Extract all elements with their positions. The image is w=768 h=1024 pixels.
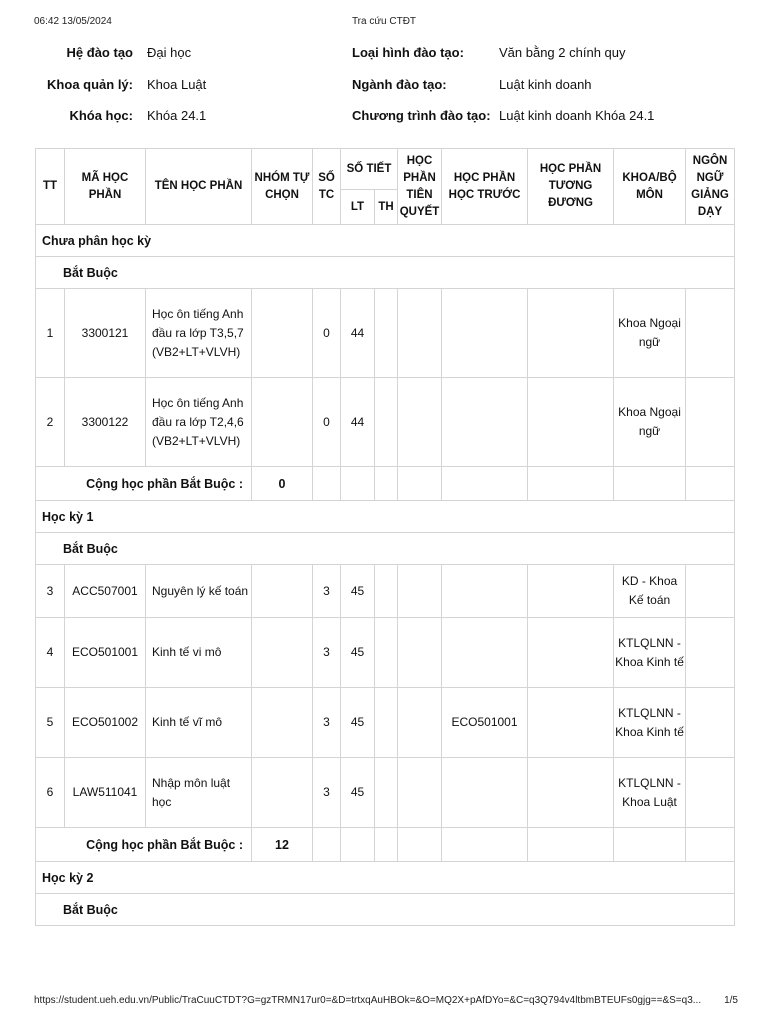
cell-so-tc: 3 (313, 565, 341, 618)
total-empty-cell (341, 467, 375, 501)
cell-nhom (252, 688, 313, 758)
cell-ngon-ngu (686, 565, 735, 618)
print-page-number: 1/5 (724, 995, 738, 1006)
cell-hoc-truoc (442, 378, 528, 467)
cell-ten: Kinh tế vi mô (146, 618, 252, 688)
khoa-quan-ly-label: Khoa quản lý: (47, 76, 133, 92)
cell-lt: 45 (341, 688, 375, 758)
total-empty-cell (614, 467, 686, 501)
cell-tuong-duong (528, 618, 614, 688)
section-row (36, 862, 735, 894)
cell-so-tc: 3 (313, 758, 341, 828)
col-header-hoc-truoc: HỌC PHẦN HỌC TRƯỚC (442, 149, 528, 225)
header-row (36, 149, 735, 190)
total-empty-cell (442, 467, 528, 501)
table-row (36, 289, 735, 378)
cell-ten: Học ôn tiếng Anh đầu ra lớp T3,5,7 (VB2+LT+VLVH) (146, 289, 252, 378)
total-row (36, 828, 735, 862)
info-row-1 (0, 45, 768, 77)
total-empty-cell (442, 828, 528, 862)
cell-ma: ECO501001 (65, 618, 146, 688)
print-url: https://student.ueh.edu.vn/Public/TraCuuCTDT?G=gzTRMN17ur0=&D=trtxqAuHBOk=&O=MQ2X+pAfDYo=&C=q3Q794v4ltbmBTEUFs0gjg==&S=q3... (34, 995, 702, 1006)
total-empty-cell (398, 828, 442, 862)
section-title: Chưa phân học kỳ (36, 225, 735, 257)
cell-tuong-duong (528, 378, 614, 467)
cell-hoc-truoc (442, 758, 528, 828)
khoa-hoc-label: Khóa học: (69, 108, 133, 123)
cell-th (375, 565, 398, 618)
cell-tuong-duong (528, 289, 614, 378)
cell-hoc-truoc (442, 565, 528, 618)
cell-th (375, 289, 398, 378)
cell-ngon-ngu (686, 618, 735, 688)
total-label: Cộng học phần Bắt Buộc : (36, 828, 252, 862)
col-header-so-tc: SỐ TC (313, 149, 341, 225)
cell-ngon-ngu (686, 289, 735, 378)
group-title: Bắt Buộc (36, 894, 735, 926)
cell-hoc-truoc: ECO501001 (442, 688, 528, 758)
total-empty-cell (375, 828, 398, 862)
cell-ten: Kinh tế vĩ mô (146, 688, 252, 758)
he-dao-tao-value: Đại học (147, 45, 192, 60)
group-row (36, 533, 735, 565)
chuong-trinh-value: Luật kinh doanh Khóa 24.1 (499, 108, 655, 123)
col-header-th: TH (375, 190, 398, 225)
cell-tt: 2 (36, 378, 65, 467)
total-empty-cell (686, 467, 735, 501)
section-row (36, 501, 735, 533)
cell-khoa: Khoa Ngoại ngữ (614, 378, 686, 467)
cell-ma: 3300122 (65, 378, 146, 467)
cell-lt: 45 (341, 618, 375, 688)
loai-hinh-value: Văn bằng 2 chính quy (499, 45, 626, 60)
table-body (36, 225, 735, 926)
info-row-3 (0, 108, 768, 140)
cell-th (375, 688, 398, 758)
group-title: Bắt Buộc (36, 257, 735, 289)
cell-tuong-duong (528, 565, 614, 618)
cell-ngon-ngu (686, 378, 735, 467)
cell-ma: ACC507001 (65, 565, 146, 618)
total-empty-cell (528, 467, 614, 501)
cell-nhom (252, 289, 313, 378)
cell-ma: ECO501002 (65, 688, 146, 758)
cell-tien-quyet (398, 758, 442, 828)
chuong-trinh-label: Chương trình đào tạo: (352, 108, 491, 123)
cell-khoa: Khoa Ngoại ngữ (614, 289, 686, 378)
cell-tien-quyet (398, 618, 442, 688)
cell-so-tc: 0 (313, 289, 341, 378)
cell-tt: 1 (36, 289, 65, 378)
col-header-ma: MÃ HỌC PHẦN (65, 149, 146, 225)
table-row (36, 758, 735, 828)
cell-nhom (252, 565, 313, 618)
cell-ma: 3300121 (65, 289, 146, 378)
table-row (36, 565, 735, 618)
cell-lt: 45 (341, 758, 375, 828)
cell-hoc-truoc (442, 289, 528, 378)
col-header-tuong-duong: HỌC PHẦN TƯƠNG ĐƯƠNG (528, 149, 614, 225)
cell-tt: 3 (36, 565, 65, 618)
curriculum-table (35, 148, 735, 926)
total-empty-cell (686, 828, 735, 862)
cell-th (375, 758, 398, 828)
total-empty-cell (614, 828, 686, 862)
total-empty-cell (398, 467, 442, 501)
cell-ten: Nhập môn luật học (146, 758, 252, 828)
cell-so-tc: 3 (313, 618, 341, 688)
cell-ma: LAW511041 (65, 758, 146, 828)
cell-lt: 44 (341, 378, 375, 467)
col-header-so-tiet: SỐ TIẾT (341, 149, 398, 190)
total-empty-cell (341, 828, 375, 862)
cell-tt: 6 (36, 758, 65, 828)
section-title: Học kỳ 2 (36, 862, 735, 894)
col-header-lt: LT (341, 190, 375, 225)
loai-hinh-label: Loại hình đào tạo: (352, 45, 464, 60)
cell-ngon-ngu (686, 758, 735, 828)
total-empty-cell (375, 467, 398, 501)
section-row (36, 225, 735, 257)
cell-tien-quyet (398, 565, 442, 618)
col-header-tien-quyet: HỌC PHẦN TIÊN QUYẾT (398, 149, 442, 225)
print-title: Tra cứu CTĐT (351, 16, 417, 27)
cell-tt: 5 (36, 688, 65, 758)
total-value: 0 (252, 467, 313, 501)
cell-tuong-duong (528, 758, 614, 828)
info-row-2 (0, 77, 768, 109)
total-row (36, 467, 735, 501)
khoa-hoc-value: Khóa 24.1 (147, 108, 207, 123)
total-empty-cell (313, 828, 341, 862)
total-empty-cell (313, 467, 341, 501)
cell-nhom (252, 618, 313, 688)
total-value: 12 (252, 828, 313, 862)
program-info (0, 45, 768, 140)
cell-so-tc: 0 (313, 378, 341, 467)
cell-tien-quyet (398, 289, 442, 378)
col-header-khoa: KHOA/BỘ MÔN (614, 149, 686, 225)
table-row (36, 618, 735, 688)
cell-th (375, 378, 398, 467)
cell-lt: 45 (341, 565, 375, 618)
cell-nhom (252, 758, 313, 828)
table-row (36, 688, 735, 758)
cell-tt: 4 (36, 618, 65, 688)
group-row (36, 894, 735, 926)
col-header-ten: TÊN HỌC PHẦN (146, 149, 252, 225)
col-header-ngon-ngu: NGÔN NGỮ GIẢNG DẠY (686, 149, 735, 225)
group-row (36, 257, 735, 289)
cell-tien-quyet (398, 688, 442, 758)
khoa-quan-ly-value: Khoa Luật (147, 76, 207, 92)
cell-nhom (252, 378, 313, 467)
cell-tuong-duong (528, 688, 614, 758)
cell-lt: 44 (341, 289, 375, 378)
table-row (36, 378, 735, 467)
cell-tien-quyet (398, 378, 442, 467)
col-header-tt: TT (36, 149, 65, 225)
total-label: Cộng học phần Bắt Buộc : (36, 467, 252, 501)
cell-khoa: KTLQLNN - Khoa Kinh tế (614, 688, 686, 758)
cell-khoa: KD - Khoa Kế toán (614, 565, 686, 618)
cell-hoc-truoc (442, 618, 528, 688)
cell-th (375, 618, 398, 688)
cell-khoa: KTLQLNN - Khoa Kinh tế (614, 618, 686, 688)
print-datetime: 06:42 13/05/2024 (34, 16, 112, 27)
nganh-label: Ngành đào tạo: (352, 76, 447, 92)
total-empty-cell (528, 828, 614, 862)
cell-khoa: KTLQLNN - Khoa Luật (614, 758, 686, 828)
cell-ngon-ngu (686, 688, 735, 758)
col-header-nhom: NHÓM TỰ CHỌN (252, 149, 313, 225)
group-title: Bắt Buộc (36, 533, 735, 565)
cell-so-tc: 3 (313, 688, 341, 758)
nganh-value: Luật kinh doanh (499, 76, 592, 92)
cell-ten: Học ôn tiếng Anh đầu ra lớp T2,4,6 (VB2+LT+VLVH) (146, 378, 252, 467)
he-dao-tao-label: Hệ đào tạo (66, 45, 133, 60)
section-title: Học kỳ 1 (36, 501, 735, 533)
cell-ten: Nguyên lý kế toán (146, 565, 252, 618)
